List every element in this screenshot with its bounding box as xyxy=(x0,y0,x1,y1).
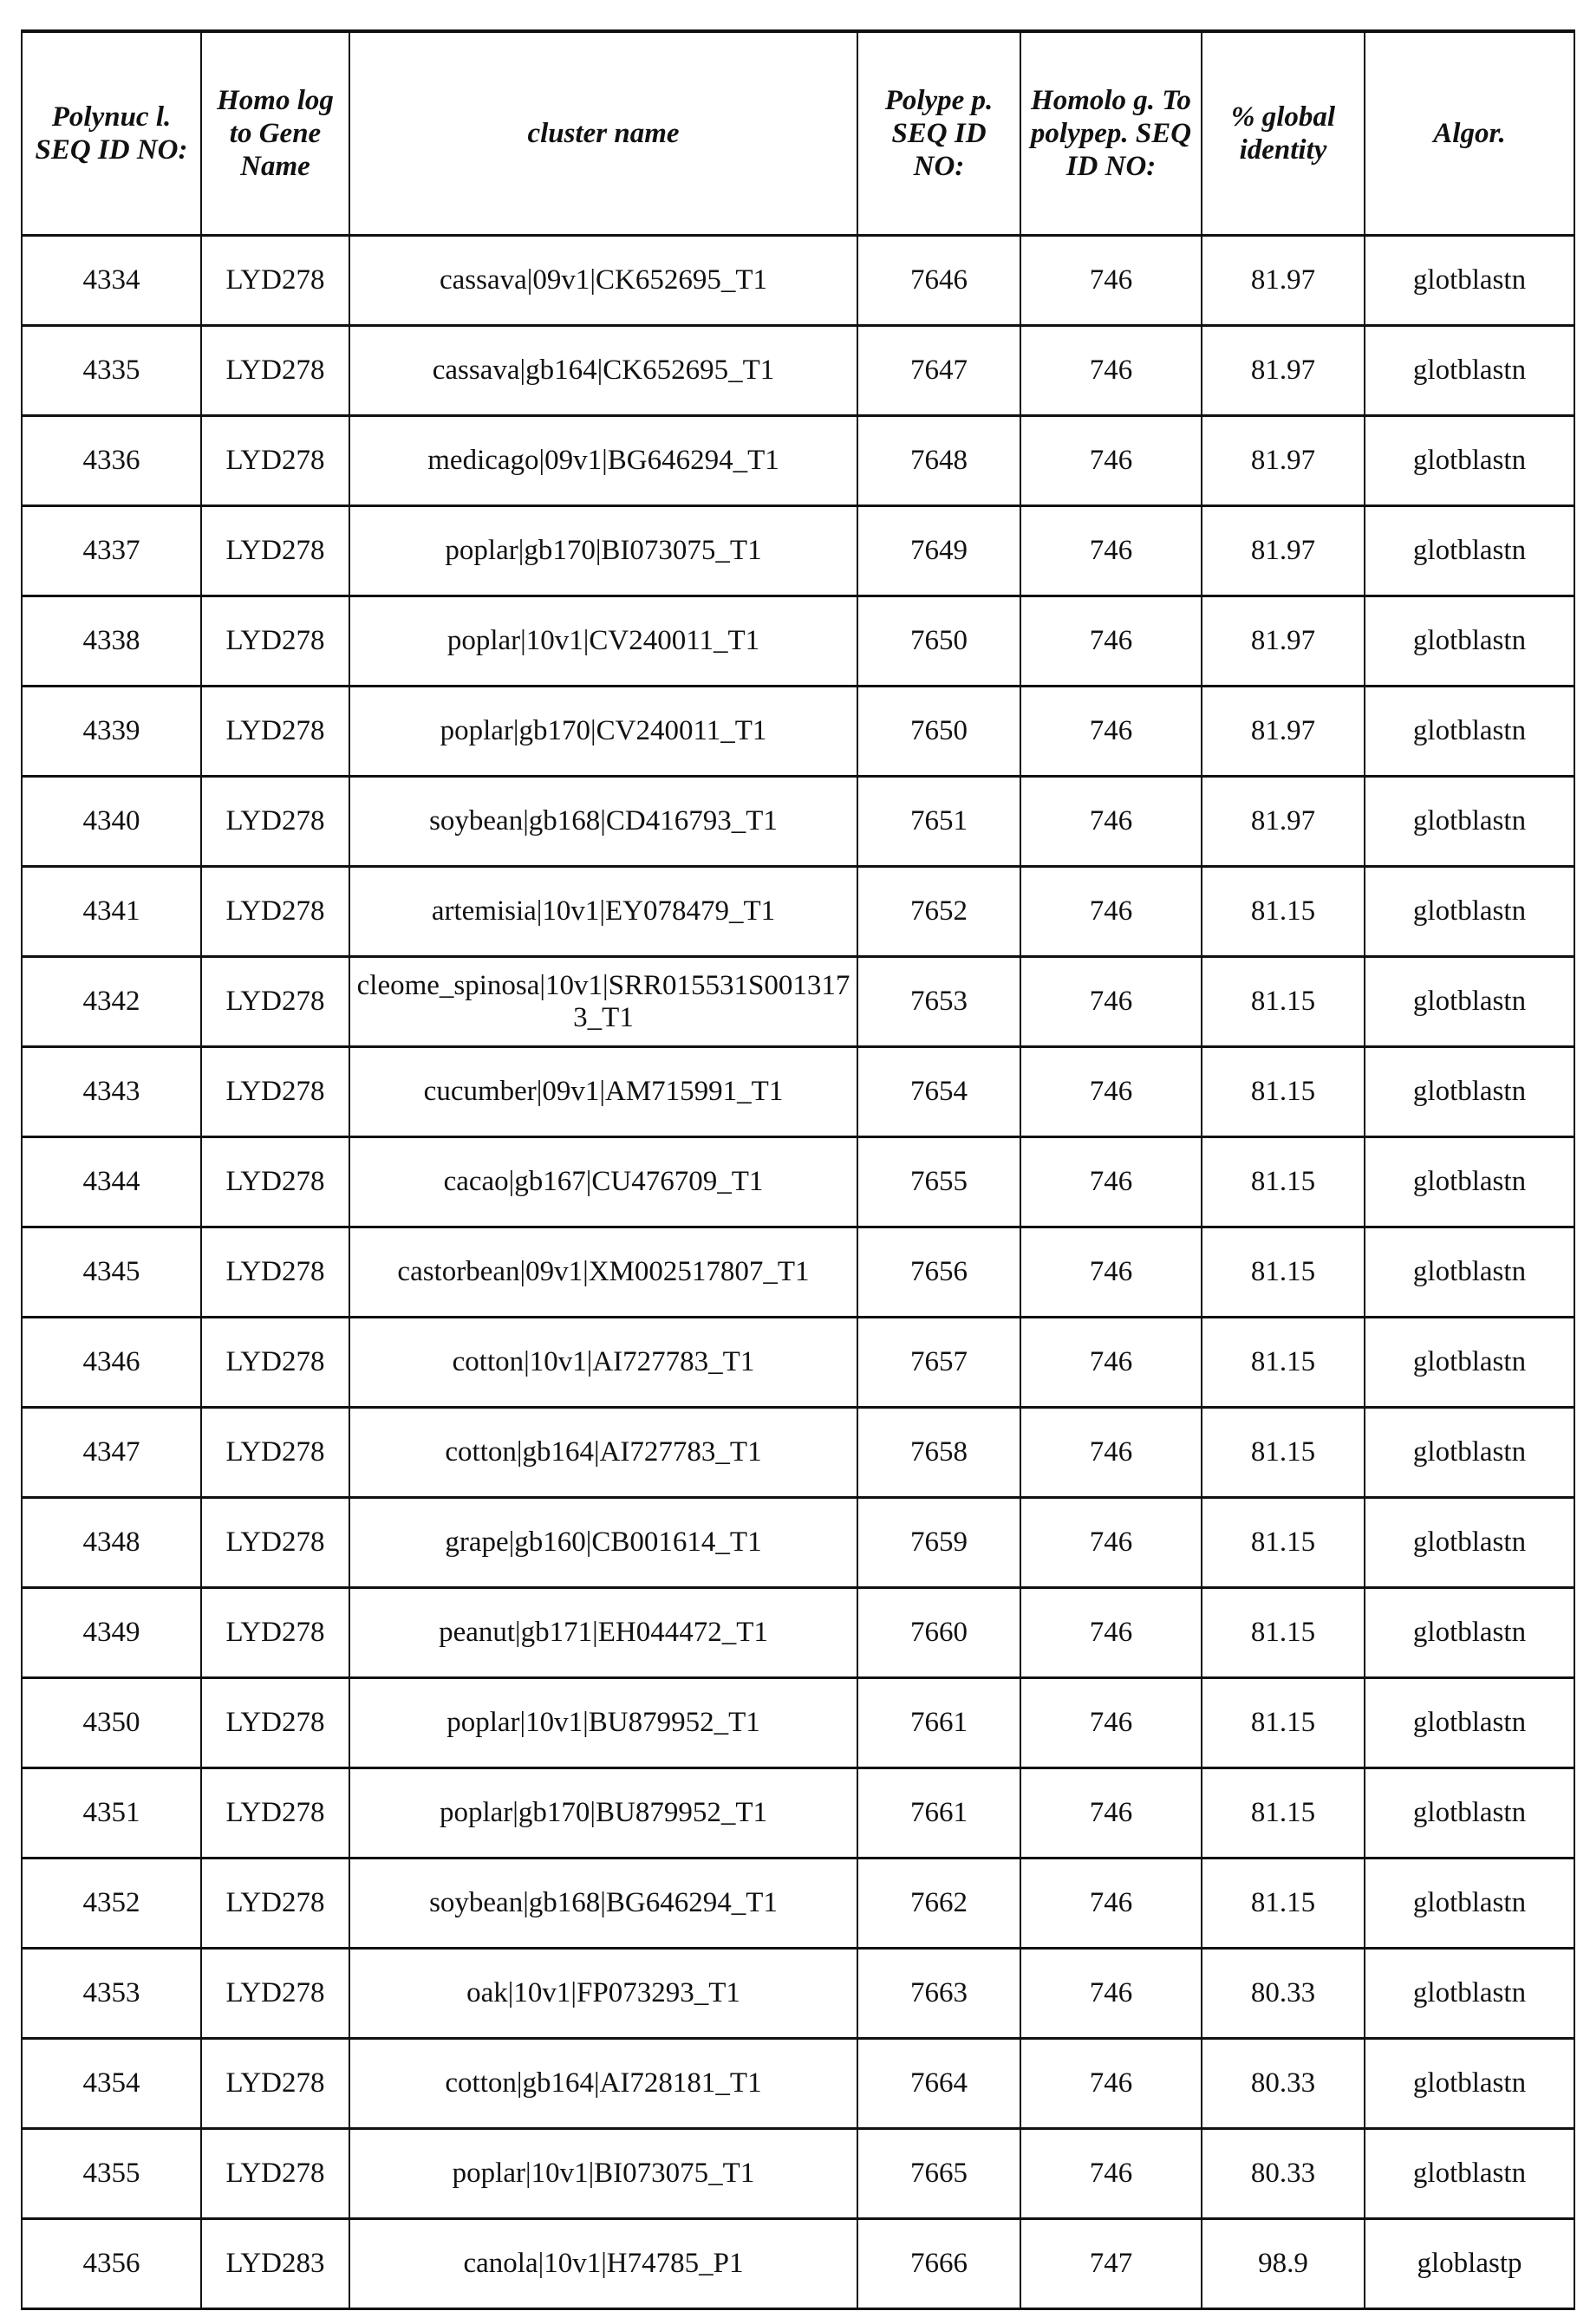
cell-cluster-name: poplar|10v1|CV240011_T1 xyxy=(349,596,857,687)
cell-cluster-name: grape|gb160|CB001614_T1 xyxy=(349,1498,857,1588)
cell-global-identity: 81.15 xyxy=(1202,1318,1365,1408)
cell-homolog-polypeptide-seq-id: 746 xyxy=(1020,1678,1202,1768)
cell-gene-name: LYD278 xyxy=(201,777,349,867)
cell-algorithm: glotblastn xyxy=(1365,1768,1574,1859)
cell-algorithm: glotblastn xyxy=(1365,1227,1574,1318)
cell-polypeptide-seq-id: 7663 xyxy=(857,1949,1020,2039)
cell-global-identity: 81.15 xyxy=(1202,1498,1365,1588)
cell-algorithm: glotblastn xyxy=(1365,1047,1574,1137)
cell-gene-name: LYD278 xyxy=(201,1047,349,1137)
cell-polynucleotide-seq-id: 4337 xyxy=(22,506,201,596)
cell-gene-name: LYD278 xyxy=(201,1137,349,1227)
table-row xyxy=(22,326,1574,416)
cell-global-identity: 81.97 xyxy=(1202,777,1365,867)
cell-polynucleotide-seq-id: 4346 xyxy=(22,1318,201,1408)
cell-cluster-name: peanut|gb171|EH044472_T1 xyxy=(349,1588,857,1678)
cell-cluster-name: artemisia|10v1|EY078479_T1 xyxy=(349,867,857,957)
cell-global-identity: 81.97 xyxy=(1202,687,1365,777)
cell-global-identity: 81.15 xyxy=(1202,1859,1365,1949)
table-row xyxy=(22,1768,1574,1859)
cell-gene-name: LYD278 xyxy=(201,506,349,596)
cell-global-identity: 81.97 xyxy=(1202,506,1365,596)
cell-homolog-polypeptide-seq-id: 746 xyxy=(1020,1949,1202,2039)
cell-homolog-polypeptide-seq-id: 746 xyxy=(1020,867,1202,957)
cell-global-identity: 81.15 xyxy=(1202,1588,1365,1678)
cell-homolog-polypeptide-seq-id: 746 xyxy=(1020,777,1202,867)
cell-polypeptide-seq-id: 7647 xyxy=(857,326,1020,416)
cell-gene-name: LYD278 xyxy=(201,2039,349,2129)
cell-cluster-name: medicago|09v1|BG646294_T1 xyxy=(349,416,857,506)
cell-cluster-name: soybean|gb168|CD416793_T1 xyxy=(349,777,857,867)
cell-global-identity: 81.15 xyxy=(1202,1408,1365,1498)
cell-global-identity: 81.15 xyxy=(1202,1678,1365,1768)
cell-polypeptide-seq-id: 7664 xyxy=(857,2039,1020,2129)
cell-polynucleotide-seq-id: 4334 xyxy=(22,236,201,326)
cell-homolog-polypeptide-seq-id: 747 xyxy=(1020,2219,1202,2309)
cell-algorithm: glotblastn xyxy=(1365,236,1574,326)
table-row xyxy=(22,2039,1574,2129)
header-polypeptide-seq-id: Polype p. SEQ ID NO: xyxy=(857,31,1020,236)
cell-polynucleotide-seq-id: 4336 xyxy=(22,416,201,506)
cell-polynucleotide-seq-id: 4349 xyxy=(22,1588,201,1678)
cell-algorithm: glotblastn xyxy=(1365,777,1574,867)
cell-polypeptide-seq-id: 7652 xyxy=(857,867,1020,957)
cell-polynucleotide-seq-id: 4338 xyxy=(22,596,201,687)
cell-homolog-polypeptide-seq-id: 746 xyxy=(1020,1588,1202,1678)
cell-polypeptide-seq-id: 7650 xyxy=(857,687,1020,777)
cell-gene-name: LYD278 xyxy=(201,596,349,687)
table-row xyxy=(22,777,1574,867)
cell-gene-name: LYD278 xyxy=(201,1949,349,2039)
table-row xyxy=(22,1137,1574,1227)
header-row xyxy=(22,31,1574,236)
cell-cluster-name: cleome_spinosa|10v1|SRR015531S0013173_T1 xyxy=(349,957,857,1047)
cell-gene-name: LYD278 xyxy=(201,1859,349,1949)
cell-polynucleotide-seq-id: 4354 xyxy=(22,2039,201,2129)
table-row xyxy=(22,506,1574,596)
cell-polynucleotide-seq-id: 4335 xyxy=(22,326,201,416)
cell-homolog-polypeptide-seq-id: 746 xyxy=(1020,2039,1202,2129)
cell-algorithm: glotblastn xyxy=(1365,326,1574,416)
cell-polypeptide-seq-id: 7648 xyxy=(857,416,1020,506)
header-global-identity: % global identity xyxy=(1202,31,1365,236)
cell-polynucleotide-seq-id: 4343 xyxy=(22,1047,201,1137)
cell-polynucleotide-seq-id: 4351 xyxy=(22,1768,201,1859)
cell-algorithm: glotblastn xyxy=(1365,1318,1574,1408)
cell-algorithm: glotblastn xyxy=(1365,957,1574,1047)
table-row xyxy=(22,1408,1574,1498)
cell-algorithm: glotblastn xyxy=(1365,1498,1574,1588)
cell-polynucleotide-seq-id: 4341 xyxy=(22,867,201,957)
cell-cluster-name: poplar|10v1|BU879952_T1 xyxy=(349,1678,857,1768)
cell-homolog-polypeptide-seq-id: 746 xyxy=(1020,2129,1202,2219)
table-row xyxy=(22,1498,1574,1588)
cell-global-identity: 81.15 xyxy=(1202,867,1365,957)
cell-homolog-polypeptide-seq-id: 746 xyxy=(1020,1768,1202,1859)
cell-polypeptide-seq-id: 7655 xyxy=(857,1137,1020,1227)
cell-cluster-name: poplar|10v1|BI073075_T1 xyxy=(349,2129,857,2219)
cell-global-identity: 81.97 xyxy=(1202,596,1365,687)
cell-polynucleotide-seq-id: 4355 xyxy=(22,2129,201,2219)
cell-algorithm: glotblastn xyxy=(1365,416,1574,506)
cell-cluster-name: canola|10v1|H74785_P1 xyxy=(349,2219,857,2309)
table-row xyxy=(22,416,1574,506)
header-cluster-name: cluster name xyxy=(349,31,857,236)
cell-polynucleotide-seq-id: 4348 xyxy=(22,1498,201,1588)
cell-homolog-polypeptide-seq-id: 746 xyxy=(1020,687,1202,777)
cell-algorithm: glotblastn xyxy=(1365,867,1574,957)
cell-polypeptide-seq-id: 7657 xyxy=(857,1318,1020,1408)
cell-polypeptide-seq-id: 7666 xyxy=(857,2219,1020,2309)
cell-algorithm: glotblastn xyxy=(1365,687,1574,777)
cell-algorithm: glotblastn xyxy=(1365,596,1574,687)
cell-homolog-polypeptide-seq-id: 746 xyxy=(1020,236,1202,326)
cell-global-identity: 81.15 xyxy=(1202,957,1365,1047)
cell-gene-name: LYD278 xyxy=(201,687,349,777)
cell-homolog-polypeptide-seq-id: 746 xyxy=(1020,957,1202,1047)
cell-gene-name: LYD278 xyxy=(201,416,349,506)
cell-polynucleotide-seq-id: 4353 xyxy=(22,1949,201,2039)
header-algorithm: Algor. xyxy=(1365,31,1574,236)
cell-polypeptide-seq-id: 7653 xyxy=(857,957,1020,1047)
cell-global-identity: 81.15 xyxy=(1202,1047,1365,1137)
cell-gene-name: LYD278 xyxy=(201,1768,349,1859)
cell-polynucleotide-seq-id: 4356 xyxy=(22,2219,201,2309)
cell-homolog-polypeptide-seq-id: 746 xyxy=(1020,1047,1202,1137)
cell-gene-name: LYD278 xyxy=(201,1408,349,1498)
cell-polynucleotide-seq-id: 4350 xyxy=(22,1678,201,1768)
cell-cluster-name: soybean|gb168|BG646294_T1 xyxy=(349,1859,857,1949)
cell-polypeptide-seq-id: 7656 xyxy=(857,1227,1020,1318)
cell-polypeptide-seq-id: 7660 xyxy=(857,1588,1020,1678)
cell-algorithm: glotblastn xyxy=(1365,1859,1574,1949)
cell-gene-name: LYD278 xyxy=(201,326,349,416)
cell-homolog-polypeptide-seq-id: 746 xyxy=(1020,1318,1202,1408)
cell-global-identity: 81.97 xyxy=(1202,416,1365,506)
cell-polynucleotide-seq-id: 4345 xyxy=(22,1227,201,1318)
cell-cluster-name: cassava|09v1|CK652695_T1 xyxy=(349,236,857,326)
cell-homolog-polypeptide-seq-id: 746 xyxy=(1020,1227,1202,1318)
cell-gene-name: LYD278 xyxy=(201,957,349,1047)
cell-algorithm: glotblastn xyxy=(1365,1137,1574,1227)
cell-cluster-name: cotton|gb164|AI728181_T1 xyxy=(349,2039,857,2129)
cell-global-identity: 80.33 xyxy=(1202,2129,1365,2219)
cell-gene-name: LYD278 xyxy=(201,1588,349,1678)
cell-gene-name: LYD278 xyxy=(201,1678,349,1768)
cell-gene-name: LYD278 xyxy=(201,1227,349,1318)
header-polynucleotide-seq-id: Polynuc l. SEQ ID NO: xyxy=(22,31,201,236)
table-row xyxy=(22,1678,1574,1768)
cell-global-identity: 80.33 xyxy=(1202,2039,1365,2129)
cell-global-identity: 81.15 xyxy=(1202,1227,1365,1318)
cell-cluster-name: castorbean|09v1|XM002517807_T1 xyxy=(349,1227,857,1318)
cell-global-identity: 81.15 xyxy=(1202,1768,1365,1859)
cell-homolog-polypeptide-seq-id: 746 xyxy=(1020,416,1202,506)
cell-polypeptide-seq-id: 7646 xyxy=(857,236,1020,326)
cell-global-identity: 80.33 xyxy=(1202,1949,1365,2039)
cell-polynucleotide-seq-id: 4344 xyxy=(22,1137,201,1227)
table-row xyxy=(22,236,1574,326)
cell-gene-name: LYD278 xyxy=(201,1498,349,1588)
header-homolog-gene-name: Homo log to Gene Name xyxy=(201,31,349,236)
cell-polypeptide-seq-id: 7661 xyxy=(857,1768,1020,1859)
cell-polynucleotide-seq-id: 4339 xyxy=(22,687,201,777)
table-row xyxy=(22,1949,1574,2039)
cell-global-identity: 81.15 xyxy=(1202,1137,1365,1227)
cell-cluster-name: poplar|gb170|BU879952_T1 xyxy=(349,1768,857,1859)
cell-homolog-polypeptide-seq-id: 746 xyxy=(1020,506,1202,596)
cell-cluster-name: oak|10v1|FP073293_T1 xyxy=(349,1949,857,2039)
cell-cluster-name: cassava|gb164|CK652695_T1 xyxy=(349,326,857,416)
cell-algorithm: glotblastn xyxy=(1365,1588,1574,1678)
header-homolog-polypeptide-seq-id: Homolo g. To polypep. SEQ ID NO: xyxy=(1020,31,1202,236)
cell-polypeptide-seq-id: 7665 xyxy=(857,2129,1020,2219)
cell-algorithm: glotblastn xyxy=(1365,506,1574,596)
cell-global-identity: 81.97 xyxy=(1202,326,1365,416)
cell-algorithm: globlastp xyxy=(1365,2219,1574,2309)
table-row xyxy=(22,596,1574,687)
cell-gene-name: LYD278 xyxy=(201,2129,349,2219)
cell-homolog-polypeptide-seq-id: 746 xyxy=(1020,1498,1202,1588)
cell-polynucleotide-seq-id: 4340 xyxy=(22,777,201,867)
cell-polypeptide-seq-id: 7658 xyxy=(857,1408,1020,1498)
table-row xyxy=(22,1047,1574,1137)
cell-polypeptide-seq-id: 7651 xyxy=(857,777,1020,867)
cell-homolog-polypeptide-seq-id: 746 xyxy=(1020,326,1202,416)
homolog-table xyxy=(21,29,1575,2310)
table-row xyxy=(22,1588,1574,1678)
table-row xyxy=(22,2219,1574,2309)
cell-cluster-name: poplar|gb170|CV240011_T1 xyxy=(349,687,857,777)
cell-gene-name: LYD283 xyxy=(201,2219,349,2309)
cell-global-identity: 98.9 xyxy=(1202,2219,1365,2309)
cell-algorithm: glotblastn xyxy=(1365,1678,1574,1768)
cell-gene-name: LYD278 xyxy=(201,236,349,326)
cell-gene-name: LYD278 xyxy=(201,1318,349,1408)
cell-polypeptide-seq-id: 7659 xyxy=(857,1498,1020,1588)
cell-algorithm: glotblastn xyxy=(1365,1408,1574,1498)
cell-polypeptide-seq-id: 7662 xyxy=(857,1859,1020,1949)
cell-cluster-name: cotton|10v1|AI727783_T1 xyxy=(349,1318,857,1408)
table-row xyxy=(22,1227,1574,1318)
cell-polypeptide-seq-id: 7649 xyxy=(857,506,1020,596)
cell-algorithm: glotblastn xyxy=(1365,2039,1574,2129)
cell-gene-name: LYD278 xyxy=(201,867,349,957)
table-row xyxy=(22,1318,1574,1408)
cell-polynucleotide-seq-id: 4352 xyxy=(22,1859,201,1949)
cell-polynucleotide-seq-id: 4342 xyxy=(22,957,201,1047)
cell-polypeptide-seq-id: 7661 xyxy=(857,1678,1020,1768)
table-row xyxy=(22,2129,1574,2219)
table-row xyxy=(22,957,1574,1047)
cell-homolog-polypeptide-seq-id: 746 xyxy=(1020,1408,1202,1498)
cell-cluster-name: poplar|gb170|BI073075_T1 xyxy=(349,506,857,596)
cell-polypeptide-seq-id: 7654 xyxy=(857,1047,1020,1137)
cell-polynucleotide-seq-id: 4347 xyxy=(22,1408,201,1498)
cell-cluster-name: cotton|gb164|AI727783_T1 xyxy=(349,1408,857,1498)
table-row xyxy=(22,867,1574,957)
cell-cluster-name: cucumber|09v1|AM715991_T1 xyxy=(349,1047,857,1137)
table-row xyxy=(22,1859,1574,1949)
cell-cluster-name: cacao|gb167|CU476709_T1 xyxy=(349,1137,857,1227)
table-row xyxy=(22,687,1574,777)
cell-homolog-polypeptide-seq-id: 746 xyxy=(1020,596,1202,687)
cell-homolog-polypeptide-seq-id: 746 xyxy=(1020,1859,1202,1949)
cell-polypeptide-seq-id: 7650 xyxy=(857,596,1020,687)
cell-algorithm: glotblastn xyxy=(1365,1949,1574,2039)
cell-global-identity: 81.97 xyxy=(1202,236,1365,326)
cell-algorithm: glotblastn xyxy=(1365,2129,1574,2219)
cell-homolog-polypeptide-seq-id: 746 xyxy=(1020,1137,1202,1227)
